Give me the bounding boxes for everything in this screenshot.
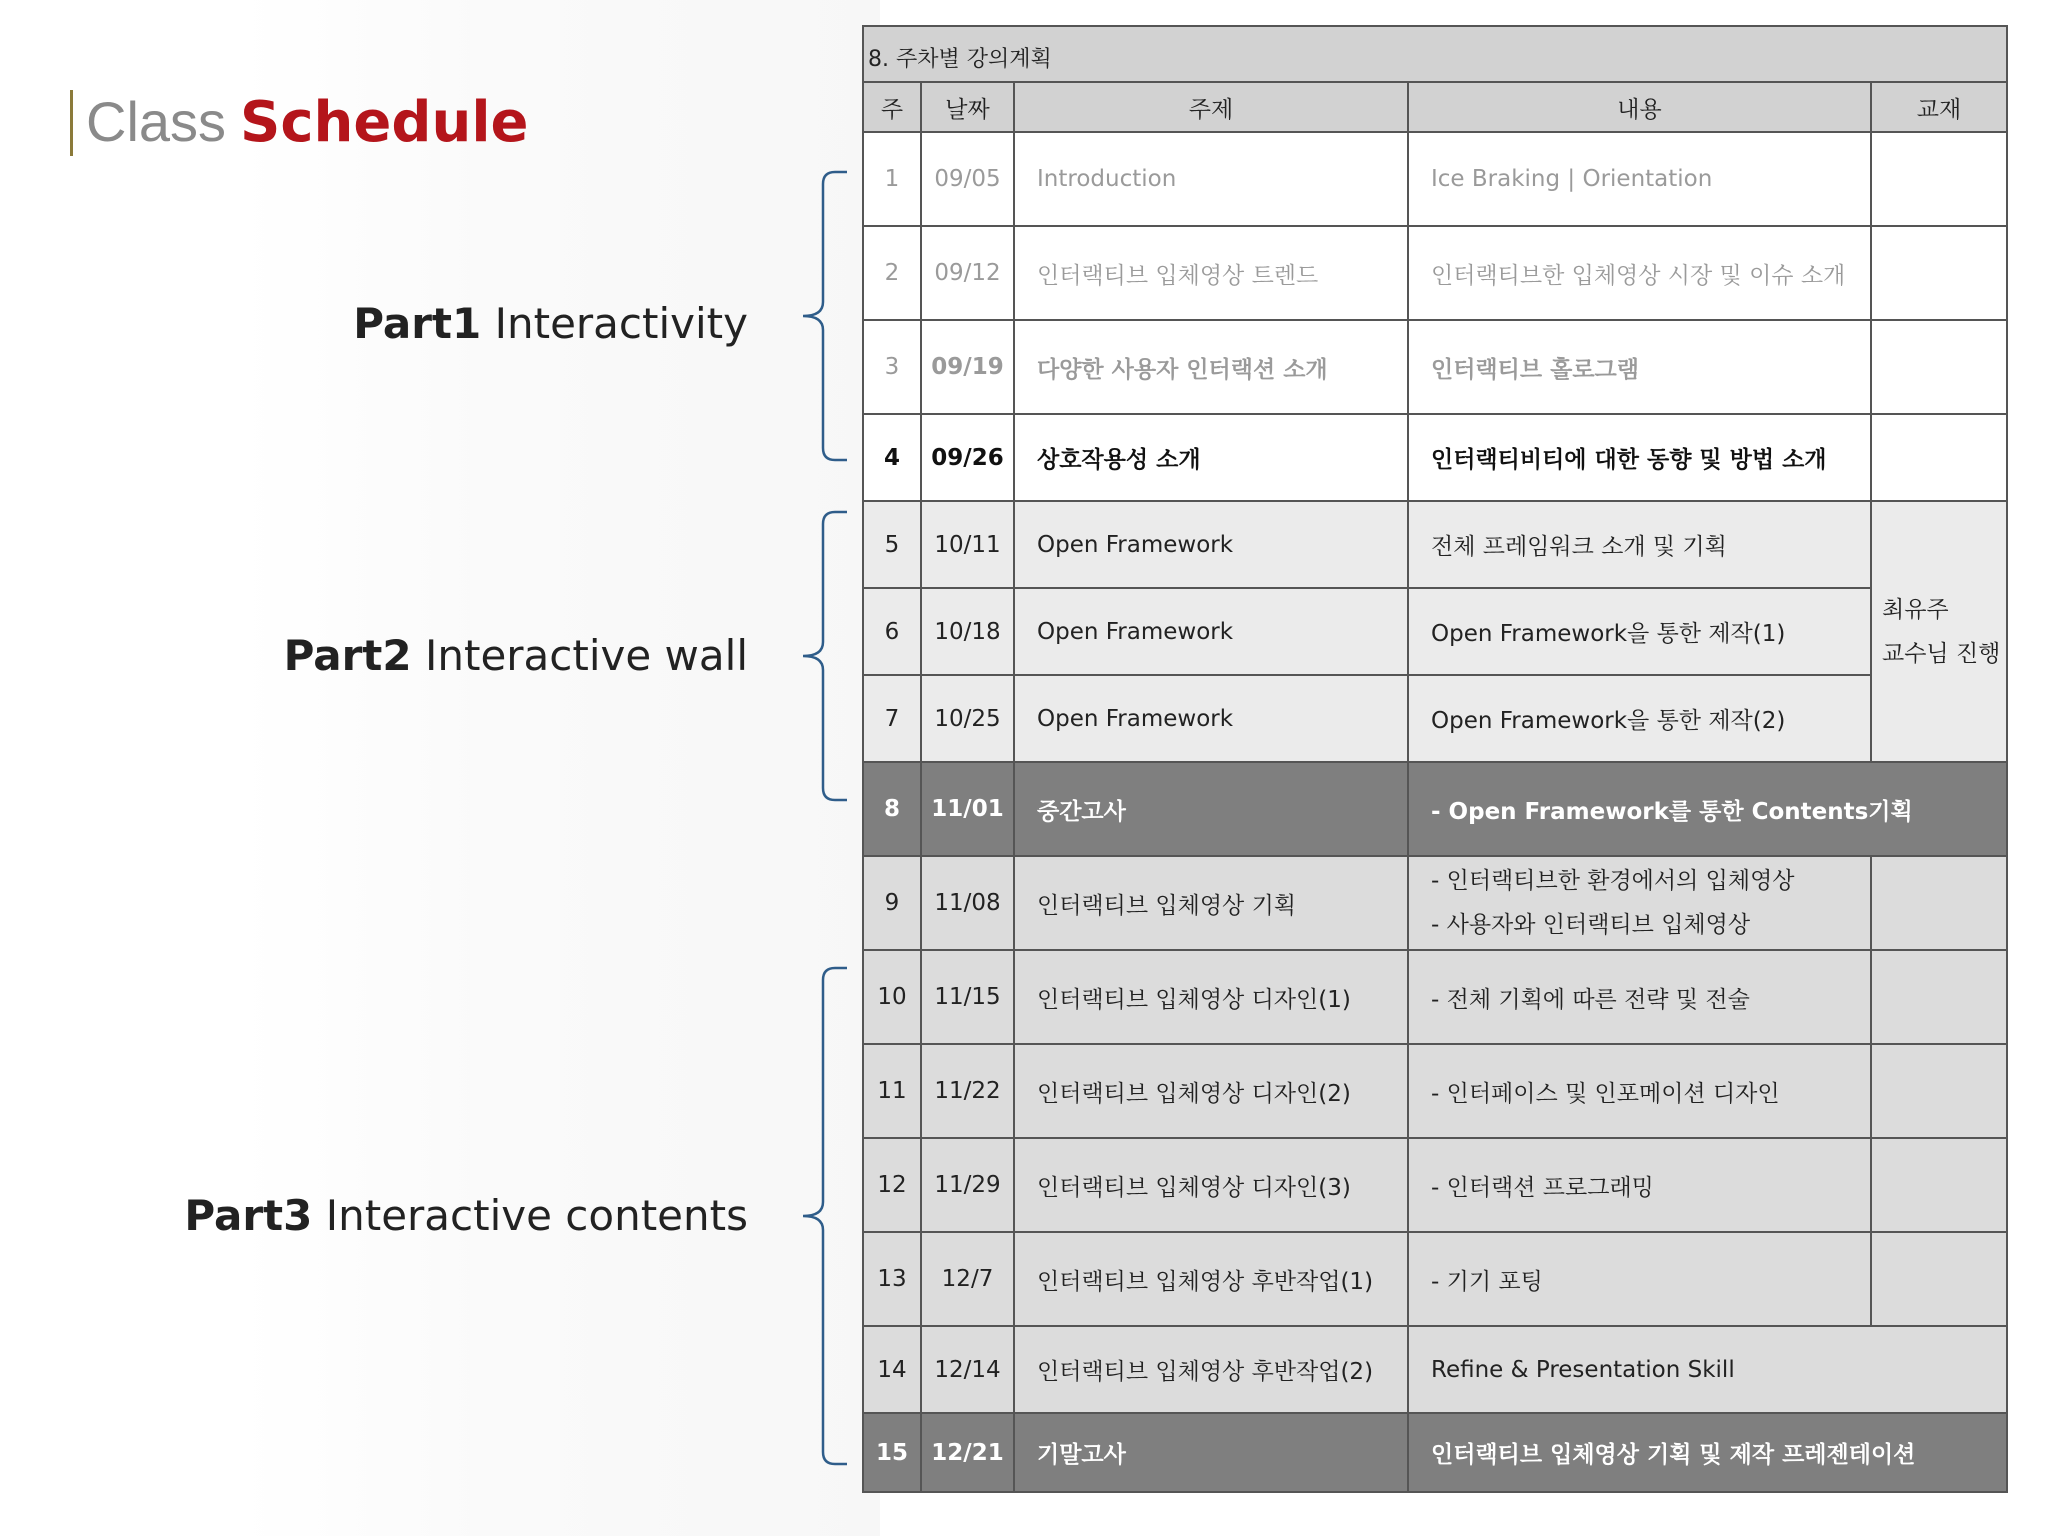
part1-name: Interactivity	[494, 299, 748, 348]
row10-textbook	[1872, 951, 2006, 1045]
row15-week: 15	[864, 1414, 922, 1491]
title-accent-bar	[70, 90, 73, 156]
row8-content: - Open Framework를 통한 Contents기획	[1409, 763, 2006, 857]
row13-topic: 인터랙티브 입체영상 후반작업(1)	[1015, 1233, 1409, 1327]
row8-topic: 중간고사	[1015, 763, 1409, 857]
part1-label	[353, 298, 748, 350]
row7-topic: Open Framework	[1015, 676, 1409, 763]
row3-content: 인터랙티브 홀로그램	[1409, 321, 1872, 415]
row10-week: 10	[864, 951, 922, 1045]
row4-content: 인터랙티비티에 대한 동향 및 방법 소개	[1409, 415, 1872, 502]
row9-date: 11/08	[922, 857, 1015, 951]
row5-content: 전체 프레임워크 소개 및 기획	[1409, 502, 1872, 589]
row13-date: 12/7	[922, 1233, 1015, 1327]
part3-number: Part3	[184, 1191, 313, 1240]
row9-content	[1409, 857, 1872, 951]
schedule-table	[862, 25, 2008, 1493]
row2-textbook	[1872, 227, 2006, 321]
row1-date: 09/05	[922, 133, 1015, 227]
row3-week: 3	[864, 321, 922, 415]
row8-date: 11/01	[922, 763, 1015, 857]
row4-week: 4	[864, 415, 922, 502]
header-content: 내용	[1409, 83, 1872, 133]
slide-title	[86, 88, 529, 157]
part3-label	[184, 1190, 748, 1242]
textbook-note-line1: 최유주	[1882, 596, 1949, 623]
row2-topic: 인터랙티브 입체영상 트렌드	[1015, 227, 1409, 321]
part1-brace	[795, 168, 855, 464]
row6-week: 6	[864, 589, 922, 676]
part2-number: Part2	[283, 631, 412, 680]
title-light: Class	[86, 90, 227, 153]
row5-week: 5	[864, 502, 922, 589]
row3-date: 09/19	[922, 321, 1015, 415]
row6-topic: Open Framework	[1015, 589, 1409, 676]
row9-topic: 인터랙티브 입체영상 기획	[1015, 857, 1409, 951]
row12-date: 11/29	[922, 1139, 1015, 1233]
row6-content: Open Framework을 통한 제작(1)	[1409, 589, 1872, 676]
row14-topic: 인터랙티브 입체영상 후반작업(2)	[1015, 1327, 1409, 1414]
row4-date: 09/26	[922, 415, 1015, 502]
row15-date: 12/21	[922, 1414, 1015, 1491]
row11-textbook	[1872, 1045, 2006, 1139]
row15-content: 인터랙티브 입체영상 기획 및 제작 프레젠테이션	[1409, 1414, 2006, 1491]
header-week: 주	[864, 83, 922, 133]
row14-content: Refine & Presentation Skill	[1409, 1327, 2006, 1414]
row6-date: 10/18	[922, 589, 1015, 676]
row12-textbook	[1872, 1139, 2006, 1233]
background-panel	[240, 0, 880, 1536]
row14-week: 14	[864, 1327, 922, 1414]
row10-topic: 인터랙티브 입체영상 디자인(1)	[1015, 951, 1409, 1045]
part2-label	[284, 630, 748, 682]
part2-brace	[795, 508, 855, 804]
row14-date: 12/14	[922, 1327, 1015, 1414]
row1-topic: Introduction	[1015, 133, 1409, 227]
title-bold: Schedule	[240, 90, 529, 155]
row4-textbook	[1872, 415, 2006, 502]
row4-topic: 상호작용성 소개	[1015, 415, 1409, 502]
row10-date: 11/15	[922, 951, 1015, 1045]
row7-week: 7	[864, 676, 922, 763]
row7-date: 10/25	[922, 676, 1015, 763]
textbook-note	[1872, 502, 2006, 763]
row2-date: 09/12	[922, 227, 1015, 321]
header-date: 날짜	[922, 83, 1015, 133]
part3-name: Interactive contents	[325, 1191, 748, 1240]
part2-name: Interactive wall	[424, 631, 748, 680]
row15-topic: 기말고사	[1015, 1414, 1409, 1491]
row11-date: 11/22	[922, 1045, 1015, 1139]
row13-content: - 기기 포팅	[1409, 1233, 1872, 1327]
row11-week: 11	[864, 1045, 922, 1139]
row1-textbook	[1872, 133, 2006, 227]
row2-content: 인터랙티브한 입체영상 시장 및 이슈 소개	[1409, 227, 1872, 321]
row9-textbook	[1872, 857, 2006, 951]
row5-date: 10/11	[922, 502, 1015, 589]
row9-content-line2: - 사용자와 인터랙티브 입체영상	[1431, 912, 1751, 938]
row11-content: - 인터페이스 및 인포메이션 디자인	[1409, 1045, 1872, 1139]
row3-textbook	[1872, 321, 2006, 415]
row13-week: 13	[864, 1233, 922, 1327]
row12-topic: 인터랙티브 입체영상 디자인(3)	[1015, 1139, 1409, 1233]
row13-textbook	[1872, 1233, 2006, 1327]
row5-topic: Open Framework	[1015, 502, 1409, 589]
row12-content: - 인터랙션 프로그래밍	[1409, 1139, 1872, 1233]
row9-week: 9	[864, 857, 922, 951]
part3-brace	[795, 964, 855, 1468]
row1-week: 1	[864, 133, 922, 227]
row1-content: Ice Braking | Orientation	[1409, 133, 1872, 227]
header-topic: 주제	[1015, 83, 1409, 133]
row7-content: Open Framework을 통한 제작(2)	[1409, 676, 1872, 763]
textbook-note-line2: 교수님 진행	[1882, 640, 2001, 667]
part1-number: Part1	[353, 299, 482, 348]
row12-week: 12	[864, 1139, 922, 1233]
header-textbook: 교재	[1872, 83, 2006, 133]
table-caption: 8. 주차별 강의계획	[864, 27, 2006, 83]
row3-topic: 다양한 사용자 인터랙션 소개	[1015, 321, 1409, 415]
row8-week: 8	[864, 763, 922, 857]
row2-week: 2	[864, 227, 922, 321]
row11-topic: 인터랙티브 입체영상 디자인(2)	[1015, 1045, 1409, 1139]
row9-content-line1: - 인터랙티브한 환경에서의 입체영상	[1431, 868, 1795, 894]
row10-content: - 전체 기획에 따른 전략 및 전술	[1409, 951, 1872, 1045]
